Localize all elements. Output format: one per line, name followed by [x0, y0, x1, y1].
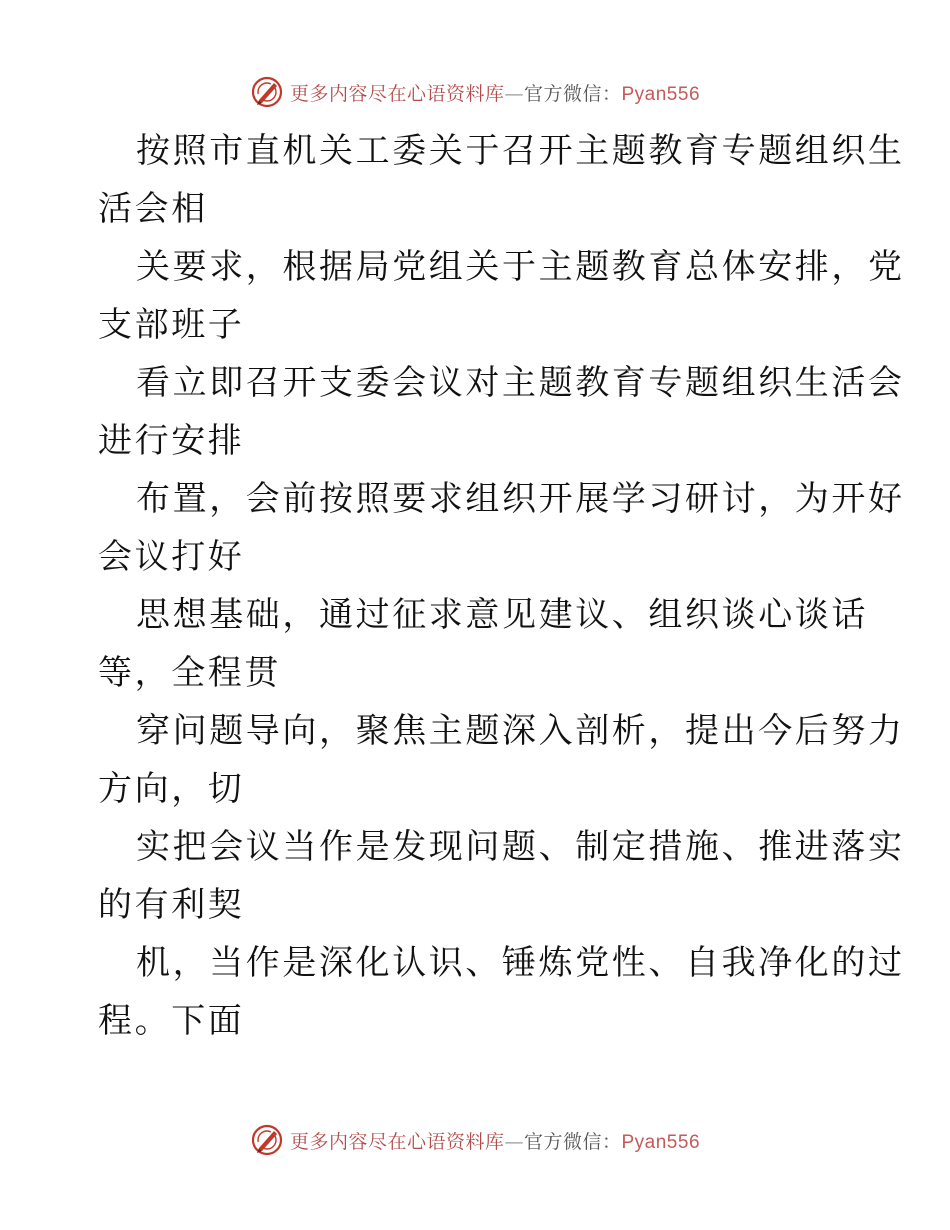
banner-text [290, 79, 700, 106]
paragraph-line [98, 470, 905, 586]
header-banner [0, 70, 950, 114]
banner-label: 官方微信： [523, 82, 622, 105]
line-text: 关要求，根据局党组关于主题教育总体安排，党 [136, 247, 905, 287]
banner-separator: — [504, 82, 524, 105]
banner-wechat-id: Pyan556 [621, 83, 701, 105]
document-body [98, 122, 905, 1050]
banner-title: 更多内容尽在心语资料库 [289, 82, 505, 105]
paragraph-line [98, 122, 905, 238]
line-wrap-text: 进行安排 [98, 421, 245, 461]
paragraph-line [98, 586, 868, 702]
line-text: 穿问题导向，聚焦主题深入剖析，提出今后努力 [136, 711, 905, 751]
line-wrap-text: 会议打好 [98, 537, 245, 577]
line-wrap-text: 活会相 [98, 189, 208, 229]
line-wrap-text: 方向，切 [98, 769, 245, 809]
line-wrap-text: 程。下面 [98, 1001, 245, 1041]
line-text: 布置，会前按照要求组织开展学习研讨，为开好 [136, 479, 905, 519]
line-wrap-text: 支部班子 [98, 305, 245, 345]
pen-circle-logo-icon [250, 1123, 284, 1157]
paragraph-line [98, 934, 905, 1050]
footer-banner [0, 1118, 950, 1162]
line-text: 看立即召开支委会议对主题教育专题组织生活会 [136, 363, 905, 403]
line-text: 实把会议当作是发现问题、制定措施、推进落实 [136, 827, 905, 867]
banner-title: 更多内容尽在心语资料库 [289, 1130, 505, 1153]
banner-wechat-id: Pyan556 [621, 1131, 701, 1153]
paragraph-line [98, 818, 905, 934]
banner-separator: — [504, 1130, 524, 1153]
banner-text [290, 1127, 700, 1154]
paragraph-line [98, 354, 905, 470]
paragraph-line [98, 238, 905, 354]
line-wrap-text: 等，全程贯 [98, 653, 281, 693]
line-text: 机，当作是深化认识、锤炼党性、自我净化的过 [136, 943, 905, 983]
line-text: 按照市直机关工委关于召开主题教育专题组织生 [136, 131, 905, 171]
banner-label: 官方微信： [523, 1130, 622, 1153]
paragraph-line [98, 702, 905, 818]
line-text: 思想基础，通过征求意见建议、组织谈心谈话 [136, 595, 868, 635]
pen-circle-logo-icon [250, 75, 284, 109]
line-wrap-text: 的有利契 [98, 885, 245, 925]
